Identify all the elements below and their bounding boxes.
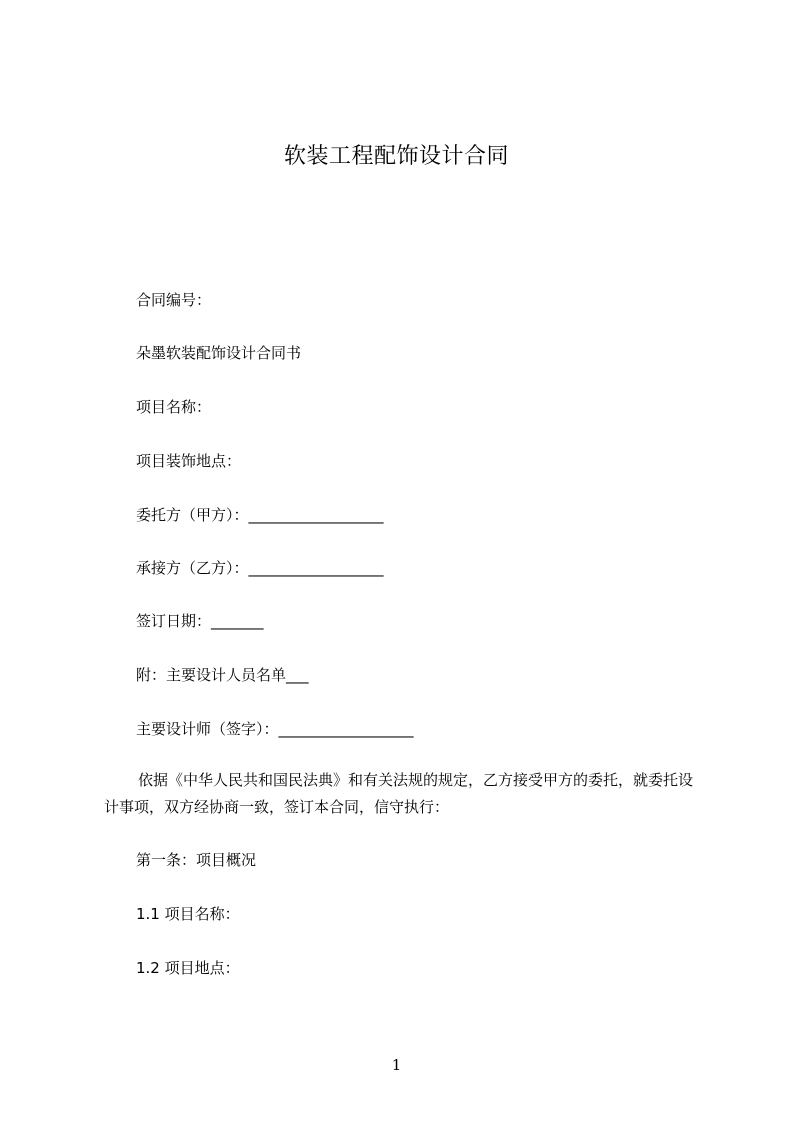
- page-number: 1: [391, 1056, 402, 1074]
- section-title: 第一条：项目概况: [136, 851, 257, 869]
- designer-signature-line: 主要设计师（签字）：__________________: [136, 720, 414, 738]
- contract-name-line: 朵墨软装配饰设计合同书: [136, 344, 302, 362]
- project-name-line: 项目名称：: [136, 398, 212, 416]
- contractor-party-line: 承接方（乙方）：__________________: [136, 559, 384, 577]
- contract-number-line: 合同编号：: [136, 291, 212, 309]
- signing-date-line: 签订日期：_______: [136, 612, 264, 630]
- designer-list-line: 附：主要设计人员名单___: [136, 666, 309, 684]
- client-party-line: 委托方（甲方）：__________________: [136, 506, 384, 524]
- preamble-paragraph: 依据《中华人民共和国民法典》和有关法规的规定，乙方接受甲方的委托，就委托设计事项，双方经协商一致，签订本合同，信守执行：: [104, 771, 694, 816]
- item-project-location: 1.2 项目地点：: [136, 959, 240, 977]
- project-location-line: 项目装饰地点：: [136, 452, 242, 470]
- document-title: 软装工程配饰设计合同: [283, 144, 509, 169]
- item-project-name: 1.1 项目名称：: [136, 905, 240, 923]
